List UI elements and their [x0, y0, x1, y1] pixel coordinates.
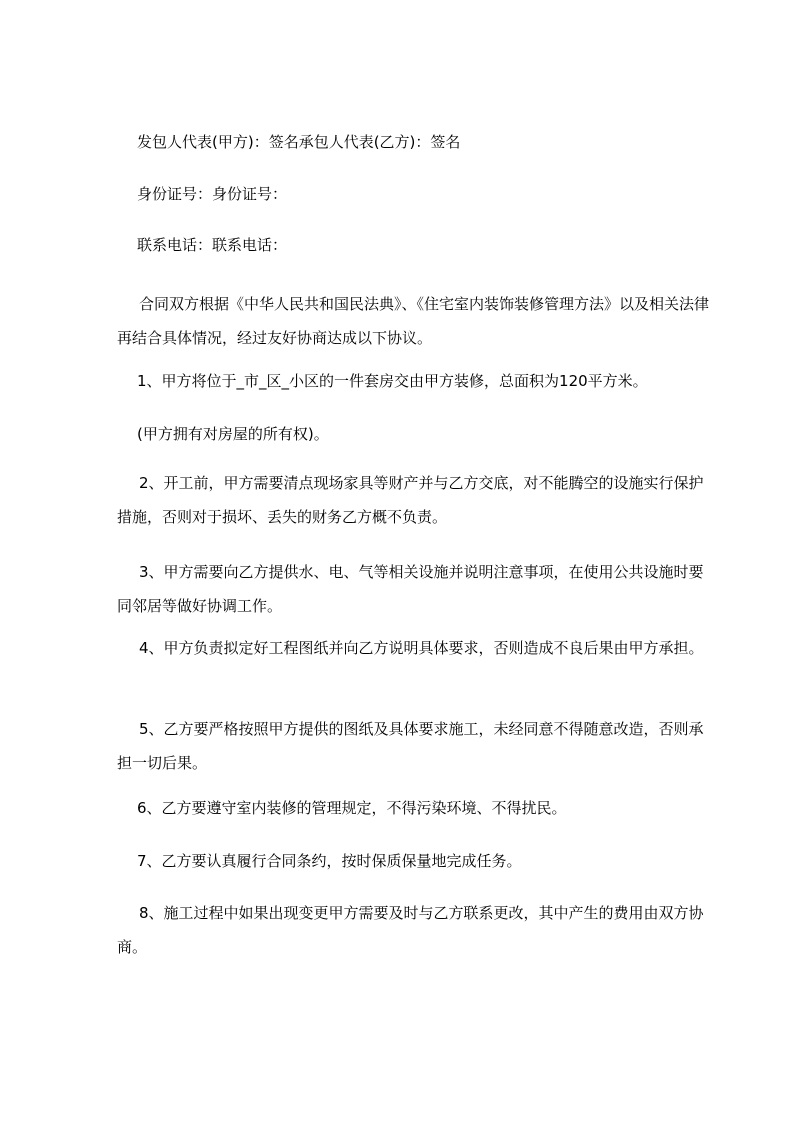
clause-1-note: (甲方拥有对房屋的所有权)。 [137, 425, 329, 443]
clause-8: 8、施工过程中如果出现变更甲方需要及时与乙方联系更改，其中产生的费用由双方协商。 [117, 904, 704, 956]
clause-2: 2、开工前，甲方需要清点现场家具等财产并与乙方交底，对不能腾空的设施实行保护措施，否则对于损坏、丢失的财务乙方概不负责。 [117, 474, 704, 526]
clause-1: 1、甲方将位于_市_区_小区的一件套房交由甲方装修，总面积为120平方米。 [137, 372, 648, 390]
phone-line: 联系电话：联系电话： [137, 236, 288, 254]
intro-paragraph: 合同双方根据《中华人民共和国民法典》、《住宅室内装饰装修管理方法》以及相关法律再结合具体情况，经过友好协商达成以下协议。 [117, 295, 710, 347]
clause-6: 6、乙方要遵守室内装修的管理规定，不得污染环境、不得扰民。 [137, 799, 567, 817]
signature-line: 发包人代表(甲方)：签名承包人代表(乙方)：签名 [137, 133, 461, 151]
clause-4: 4、甲方负责拟定好工程图纸并向乙方说明具体要求，否则造成不良后果由甲方承担。 [139, 639, 704, 657]
clause-7: 7、乙方要认真履行合同条约，按时保质保量地完成任务。 [137, 852, 522, 870]
clause-3: 3、甲方需要向乙方提供水、电、气等相关设施并说明注意事项，在使用公共设施时要同邻居等做好协调工作。 [117, 563, 704, 615]
id-number-line: 身份证号：身份证号： [137, 185, 288, 203]
clause-5: 5、乙方要严格按照甲方提供的图纸及具体要求施工，未经同意不得随意改造，否则承担一切后果。 [117, 720, 704, 772]
